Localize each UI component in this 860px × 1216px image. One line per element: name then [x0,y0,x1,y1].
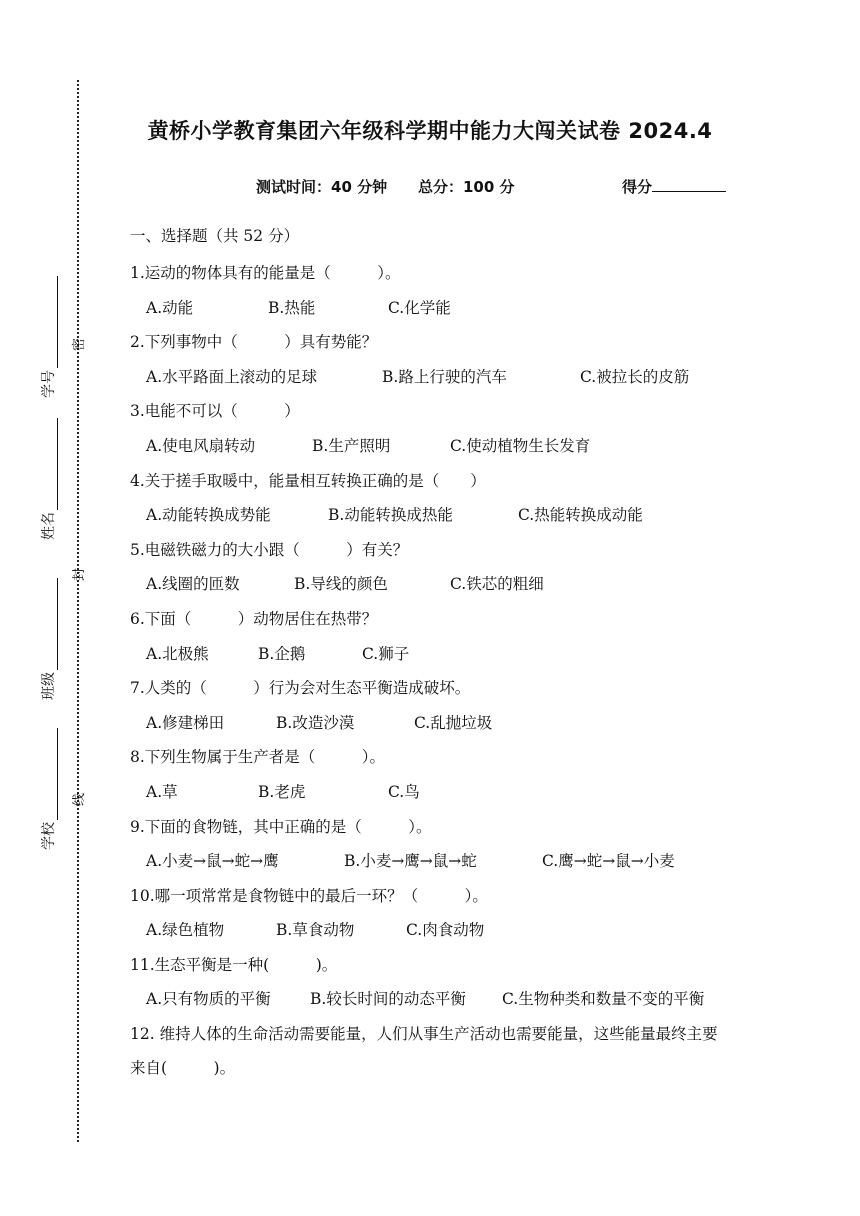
score-field [622,176,726,197]
option-c[interactable]: C.狮子 [362,644,410,663]
option-a[interactable]: A.修建梯田 [146,713,225,732]
class-blank[interactable] [43,578,58,670]
question-2: 2.下列事物中（ ）具有势能？ [130,333,378,352]
question-8: 8.下列生物属于生产者是（ ）。 [130,748,386,767]
options-2 [130,360,750,395]
option-b[interactable]: B.热能 [268,298,316,317]
name-blank[interactable] [43,418,58,510]
options-1 [130,291,750,326]
question-10: 10.哪一项常常是食物链中的最后一环？（ ）。 [130,886,488,905]
option-c[interactable]: C.乱抛垃圾 [414,713,493,732]
option-a[interactable]: A.线圈的匝数 [146,575,240,594]
option-b[interactable]: B.改造沙漠 [276,713,355,732]
total-score: 总分：100 分 [418,178,515,196]
options-10 [130,913,750,948]
option-c[interactable]: C.热能转换成动能 [518,506,643,525]
option-c[interactable]: C.化学能 [388,298,451,317]
options-4 [130,498,750,533]
binding-dotted-line [77,80,79,1142]
options-9 [130,844,750,879]
option-c[interactable]: C.生物种类和数量不变的平衡 [502,990,705,1009]
seal-char-feng: 封 [72,567,88,582]
option-c[interactable]: C.铁芯的粗细 [450,575,544,594]
name-label: 姓名 [41,512,57,540]
seal-char-mi: 密 [72,337,88,352]
option-b[interactable]: B.草食动物 [276,921,355,940]
options-7 [130,706,750,741]
section-heading: 一、选择题（共 52 分） [130,227,300,245]
school-label: 学校 [41,822,57,850]
option-a[interactable]: A.只有物质的平衡 [146,990,271,1009]
exam-title: 黄桥小学教育集团六年级科学期中能力大闯关试卷 2024.4 [147,119,713,143]
option-a[interactable]: A.草 [146,782,178,801]
options-3 [130,429,750,464]
seal-char-xian: 线 [72,792,88,807]
option-a[interactable]: A.北极熊 [146,644,209,663]
option-c[interactable]: C.鸟 [388,782,420,801]
option-a[interactable]: A.使电风扇转动 [146,436,256,455]
question-5: 5.电磁铁磁力的大小跟（ ）有关？ [130,540,409,559]
option-c[interactable]: C.鹰→蛇→鼠→小麦 [542,852,675,871]
option-a[interactable]: A.绿色植物 [146,921,225,940]
option-b[interactable]: B.动能转换成热能 [328,506,453,525]
student-id-label: 学号 [41,370,57,398]
option-b[interactable]: B.企鹅 [258,644,306,663]
option-c[interactable]: C.被拉长的皮筋 [580,367,690,386]
score-label: 得分 [622,178,653,196]
option-a[interactable]: A.动能转换成势能 [146,506,271,525]
option-b[interactable]: B.老虎 [258,782,306,801]
option-b[interactable]: B.小麦→鹰→鼠→蛇 [344,852,477,871]
school-blank[interactable] [43,728,58,820]
student-id-blank[interactable] [43,276,58,368]
options-8 [130,775,750,810]
option-c[interactable]: C.使动植物生长发育 [450,436,591,455]
question-3: 3.电能不可以（ ） [130,402,300,421]
option-b[interactable]: B.导线的颜色 [294,575,388,594]
test-time: 测试时间：40 分钟 [256,178,388,196]
score-blank[interactable] [652,177,726,192]
class-label: 班级 [41,672,57,700]
option-c[interactable]: C.肉食动物 [406,921,485,940]
option-b[interactable]: B.较长时间的动态平衡 [310,990,466,1009]
question-list [130,222,750,1085]
question-1: 1.运动的物体具有的能量是（ ）。 [130,264,401,282]
option-a[interactable]: A.小麦→鼠→蛇→鹰 [146,852,279,871]
question-12: 12. 维持人体的生命活动需要能量，人们从事生产活动也需要能量，这些能量最终主要来自( )。 [130,1025,718,1078]
question-11: 11.生态平衡是一种( )。 [130,955,338,974]
options-11 [130,982,750,1017]
option-a[interactable]: A.动能 [146,298,194,317]
options-6 [130,637,750,672]
option-b[interactable]: B.路上行驶的汽车 [382,367,507,386]
question-4: 4.关于搓手取暖中，能量相互转换正确的是（ ） [130,471,486,490]
option-b[interactable]: B.生产照明 [312,436,391,455]
option-a[interactable]: A.水平路面上滚动的足球 [146,367,318,386]
question-7: 7.人类的（ ）行为会对生态平衡造成破坏。 [130,679,471,698]
question-6: 6.下面（ ）动物居住在热带？ [130,609,378,628]
question-9: 9.下面的食物链，其中正确的是（ ）。 [130,817,432,836]
options-5 [130,567,750,602]
